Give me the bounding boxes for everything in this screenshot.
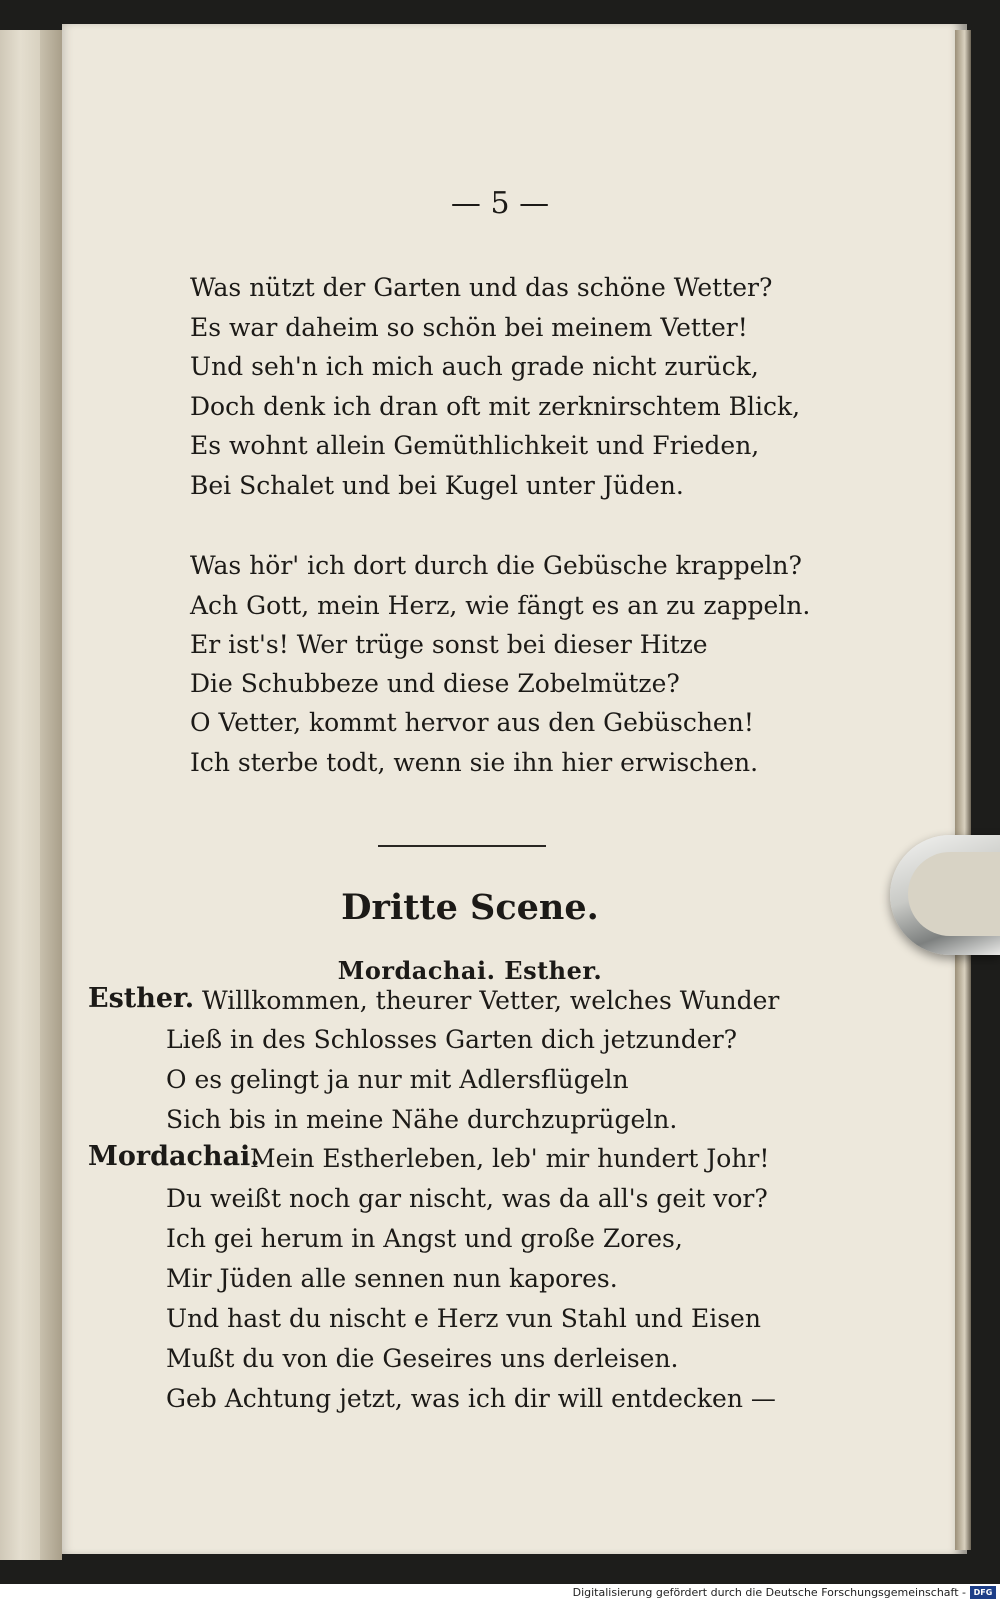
verse-line: Und seh'n ich mich auch grade nicht zurück, [190, 352, 759, 381]
dialogue-line: O es gelingt ja nur mit Adlersflügeln [166, 1065, 629, 1094]
dialogue-line: Sich bis in meine Nähe durchzuprügeln. [166, 1105, 678, 1134]
funding-credit: Digitalisierung gefördert durch die Deutsche Forschungsgemeinschaft - [572, 1586, 966, 1599]
dialogue-line: Mein Estherleben, leb' mir hundert Johr! [250, 1144, 770, 1173]
verse-line: Es war daheim so schön bei meinem Vetter! [190, 313, 748, 342]
verse-line: Ach Gott, mein Herz, wie fängt es an zu zappeln. [190, 591, 811, 620]
dialogue-line: Ich gei herum in Angst und große Zores, [166, 1224, 683, 1253]
speaker-name: Mordachai. [88, 1141, 260, 1172]
page-right-edge [955, 30, 971, 1550]
dialogue-line: Ließ in des Schlosses Garten dich jetzunder? [166, 1025, 738, 1054]
verse-line: O Vetter, kommt hervor aus den Gebüschen! [190, 708, 754, 737]
verse-line: Er ist's! Wer trüge sonst bei dieser Hitze [190, 630, 708, 659]
page-number: — 5 — [450, 186, 550, 221]
scene-characters: Mordachai. Esther. [337, 956, 603, 985]
dialogue-line: Mir Jüden alle sennen nun kapores. [166, 1264, 618, 1293]
section-divider [378, 845, 546, 847]
dfg-logo-icon: DFG [970, 1586, 996, 1599]
dialogue-line: Mußt du von die Geseires uns derleisen. [166, 1344, 679, 1373]
dialogue-line: Und hast du nischt e Herz vun Stahl und Eisen [166, 1304, 761, 1333]
verse-line: Was hör' ich dort durch die Gebüsche krappeln? [190, 551, 802, 580]
verse-line: Was nützt der Garten und das schöne Wetter? [190, 273, 773, 302]
dialogue-line: Geb Achtung jetzt, was ich dir will entdecken — [166, 1384, 776, 1413]
verse-line: Die Schubbeze und diese Zobelmütze? [190, 669, 680, 698]
verse-line: Ich sterbe todt, wenn sie ihn hier erwischen. [190, 748, 759, 777]
dialogue-line: Du weißt noch gar nischt, was da all's geit vor? [166, 1184, 768, 1213]
verse-line: Es wohnt allein Gemüthlichkeit und Frieden, [190, 431, 760, 460]
dialogue-line: Willkommen, theurer Vetter, welches Wunder [202, 986, 780, 1015]
verse-line: Doch denk ich dran oft mit zerknirschtem Blick, [190, 392, 801, 421]
left-page-edge [40, 30, 62, 1560]
verse-line: Bei Schalet und bei Kugel unter Jüden. [190, 471, 684, 500]
speaker-name: Esther. [88, 983, 195, 1014]
scene-title: Dritte Scene. [341, 887, 599, 928]
